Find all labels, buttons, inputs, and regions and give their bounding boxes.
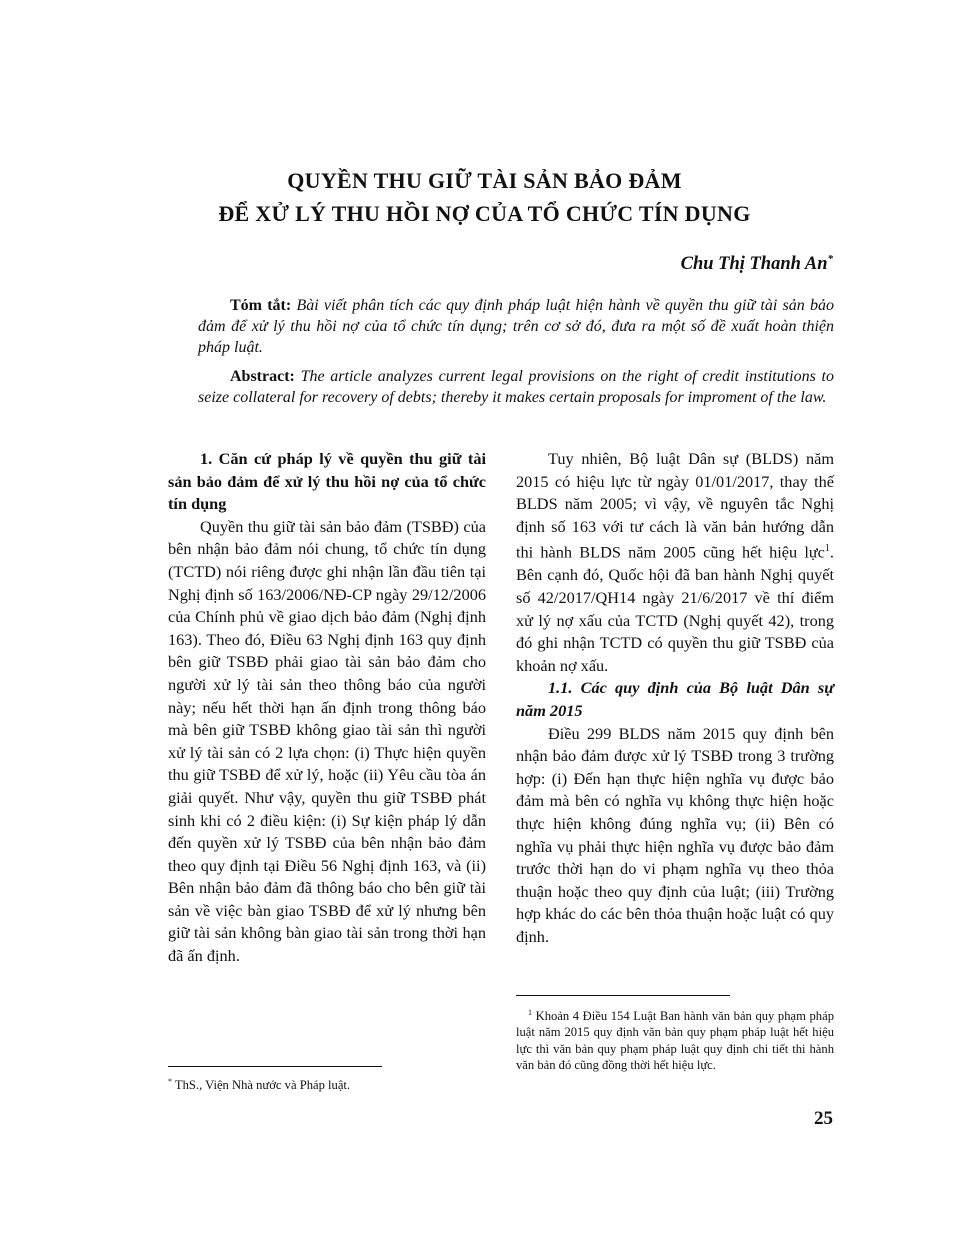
- footnote-ref-1: 1: [824, 543, 830, 555]
- author-footnote: [168, 1074, 486, 1093]
- right-paragraph-1: [516, 448, 834, 677]
- footnote-1-text: Khoản 4 Điều 154 Luật Ban hành văn bản quy phạm pháp luật năm 2015 quy định văn bản quy phạm pháp luật hết hiệu lực thì văn bản quy phạm pháp luật quy định chi tiết thi hành văn bản đó cũng đồng thời hết hiệu lực.: [516, 1009, 834, 1073]
- footnote-1: [516, 1005, 834, 1073]
- author-byline: [681, 253, 833, 275]
- left-paragraph: Quyền thu giữ tài sản bảo đảm (TSBĐ) của bên nhận bảo đảm nói chung, tổ chức tín dụng (TCTD) nói riêng được ghi nhận lần đầu tiên tại Nghị định số 163/2006/NĐ-CP ngày 29/12/2006 của Chính phủ về giao dịch bảo đảm (Nghị định 163). Theo đó, Điều 63 Nghị định 163 quy định bên giữ TSBĐ phải giao tài sản bảo đảm cho người xử lý tài sản theo thông báo của người này; nếu hết thời hạn ấn định trong thông báo mà bên giữ TSBĐ không giao tài sản thì người xử lý tài sản có 2 lựa chọn: (i) Thực hiện quyền thu giữ TSBĐ để xử lý, hoặc (ii) Yêu cầu tòa án giải quyết. Như vậy, quyền thu giữ TSBĐ phát sinh khi có 2 điều kiện: (i) Sự kiện pháp lý dẫn đến quyền xử lý TSBĐ của bên nhận bảo đảm theo quy định tại Điều 56 Nghị định 163, và (ii) Bên nhận bảo đảm đã thông báo cho bên giữ tài sản về việc bàn giao TSBĐ để xử lý nhưng bên giữ tài sản không bàn giao tài sản trong thời hạn đã ấn định.: [168, 516, 486, 966]
- right-paragraph-1-start: Tuy nhiên, Bộ luật Dân sự (BLDS) năm 2015 có hiệu lực từ ngày 01/01/2017, thay thế BLDS năm 2005; vì vậy, về nguyên tắc Nghị định số 163 với tư cách là văn bản hướng dẫn thi hành BLDS năm 2005 cũng hết hiệu lực: [516, 449, 834, 562]
- english-abstract: [198, 366, 834, 408]
- footnote-divider-left: [168, 1066, 382, 1067]
- author-footnote-symbol: *: [168, 1077, 172, 1086]
- article-title: [0, 164, 969, 230]
- author-affiliation: ThS., Viện Nhà nước và Pháp luật.: [174, 1078, 351, 1093]
- vietnamese-summary: [198, 295, 834, 358]
- subsection-heading: 1.1. Các quy định của Bộ luật Dân sự năm 2015: [516, 678, 834, 720]
- right-paragraph-1-end: . Bên cạnh đó, Quốc hội đã ban hành Nghị quyết số 42/2017/QH14 ngày 21/6/2017 về thí điểm xử lý nợ xấu của TCTD (Nghị quyết 42), trong đó ghi nhận TCTD có quyền thu giữ TSBĐ của khoản nợ xấu.: [516, 542, 834, 675]
- author-footnote-mark: *: [827, 253, 833, 265]
- right-column: [516, 448, 834, 948]
- footnote-1-mark: 1: [528, 1008, 532, 1017]
- summary-label: Tóm tắt:: [230, 297, 292, 314]
- footnote-divider-right: [516, 995, 730, 996]
- page-number: 25: [814, 1108, 833, 1129]
- left-column: [168, 448, 486, 968]
- title-line-1: QUYỀN THU GIỮ TÀI SẢN BẢO ĐẢM: [287, 168, 682, 193]
- section-heading: 1. Căn cứ pháp lý về quyền thu giữ tài sản bảo đảm để xử lý thu hồi nợ của tổ chức tín dụng: [168, 449, 486, 514]
- abstract-text: The article analyzes current legal provisions on the right of credit institutions to seize collateral for recovery of debts; thereby it makes certain proposals for improment of the law.: [198, 368, 834, 406]
- right-paragraph-2: Điều 299 BLDS năm 2015 quy định bên nhận bảo đảm được xử lý TSBĐ trong 3 trường hợp: (i) Đến hạn thực hiện nghĩa vụ được bảo đảm mà bên có nghĩa vụ không thực hiện hoặc thực hiện không đúng nghĩa vụ; (ii) Bên có nghĩa vụ phải thực hiện nghĩa vụ được bảo đảm trước thời hạn do vi phạm nghĩa vụ theo thỏa thuận hoặc theo quy định của luật; (iii) Trường hợp khác do các bên thỏa thuận hoặc luật có quy định.: [516, 723, 834, 946]
- author-name: Chu Thị Thanh An: [680, 254, 828, 275]
- title-line-2: ĐỂ XỬ LÝ THU HỒI NỢ CỦA TỔ CHỨC TÍN DỤNG: [218, 201, 751, 226]
- abstract-label: Abstract:: [230, 368, 295, 385]
- summary-text: Bài viết phân tích các quy định pháp luật hiện hành về quyền thu giữ tài sản bảo đảm để xử lý thu hồi nợ của tổ chức tín dụng; trên cơ sở đó, đưa ra một số đề xuất hoàn thiện pháp luật.: [198, 297, 835, 356]
